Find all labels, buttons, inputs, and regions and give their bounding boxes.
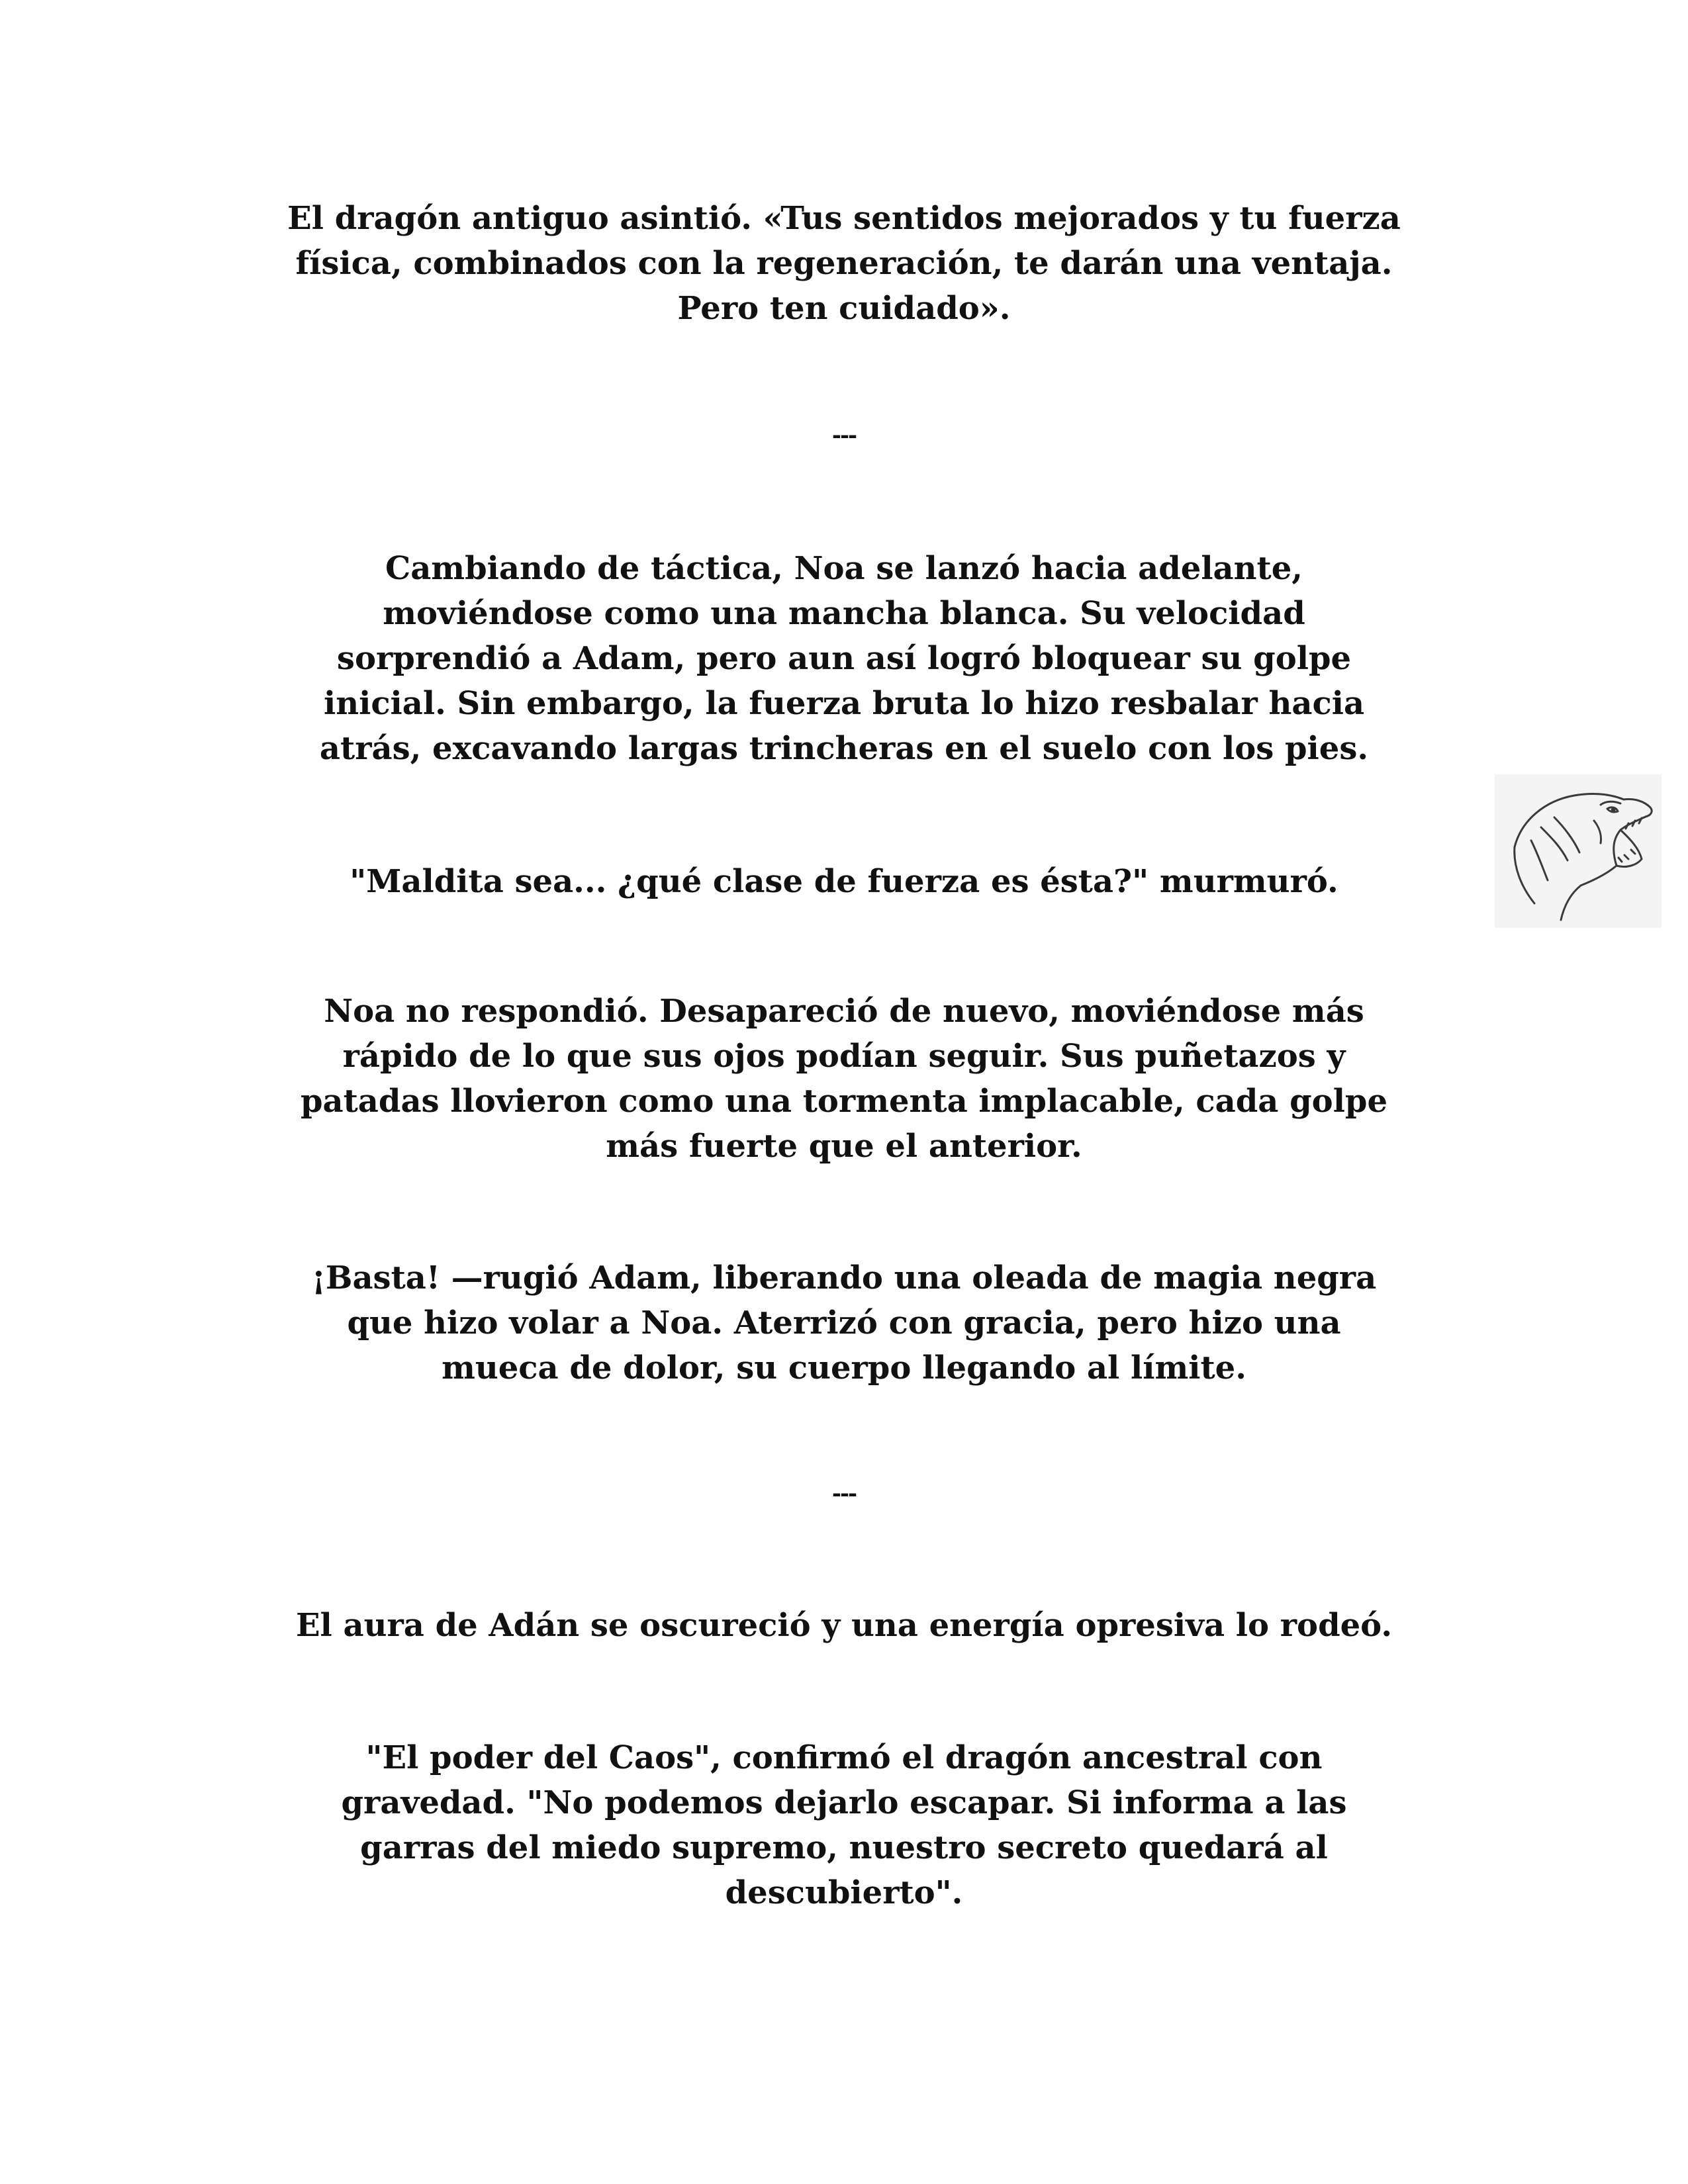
paragraph-adam-roar: ¡Basta! —rugió Adam, liberando una oleada de magia negra que hizo volar a Noa. Aterrizó con gracia, pero hizo una mueca de dolor, su cuerpo llegando al límite.	[311, 1259, 1377, 1387]
paragraph-chaos-power: "El poder del Caos", confirmó el dragón ancestral con gravedad. "No podemos dejarlo escapar. Si informa a las garras del miedo supremo, nuestro secreto quedará al descubierto".	[341, 1739, 1347, 1911]
paragraph-noa-attack: Cambiando de táctica, Noa se lanzó hacia adelante, moviéndose como una mancha blanca. Su velocidad sorprendió a Adam, pero aun así logró bloquear su golpe inicial. Sin embargo, la fuerza bruta lo hizo resbalar hacia atrás, excavando largas trincheras en el suelo con los pies.	[319, 550, 1369, 767]
paragraph-adam-murmur: "Maldita sea... ¿qué clase de fuerza es ésta?" murmuró.	[350, 863, 1338, 900]
section-separator-2: ---	[831, 1480, 857, 1507]
section-separator-1: ---	[831, 422, 857, 449]
dinosaur-head-sketch-icon	[1495, 774, 1662, 928]
paragraph-dragon-nod: El dragón antiguo asintió. «Tus sentidos mejorados y tu fuerza física, combinados con la regeneración, te darán una ventaja. Pero ten cuidado».	[287, 200, 1401, 327]
paragraph-chaos-aura: El aura de Adán se oscureció y una energía opresiva lo rodeó.	[295, 1607, 1393, 1644]
paragraph-noa-strikes: Noa no respondió. Desapareció de nuevo, moviéndose más rápido de lo que sus ojos podían seguir. Sus puñetazos y patadas llovieron como una tormenta implacable, cada golpe más fuerte que el anterior.	[300, 993, 1388, 1165]
document-page	[218, 0, 1470, 2184]
dinosaur-illustration	[1495, 774, 1662, 928]
